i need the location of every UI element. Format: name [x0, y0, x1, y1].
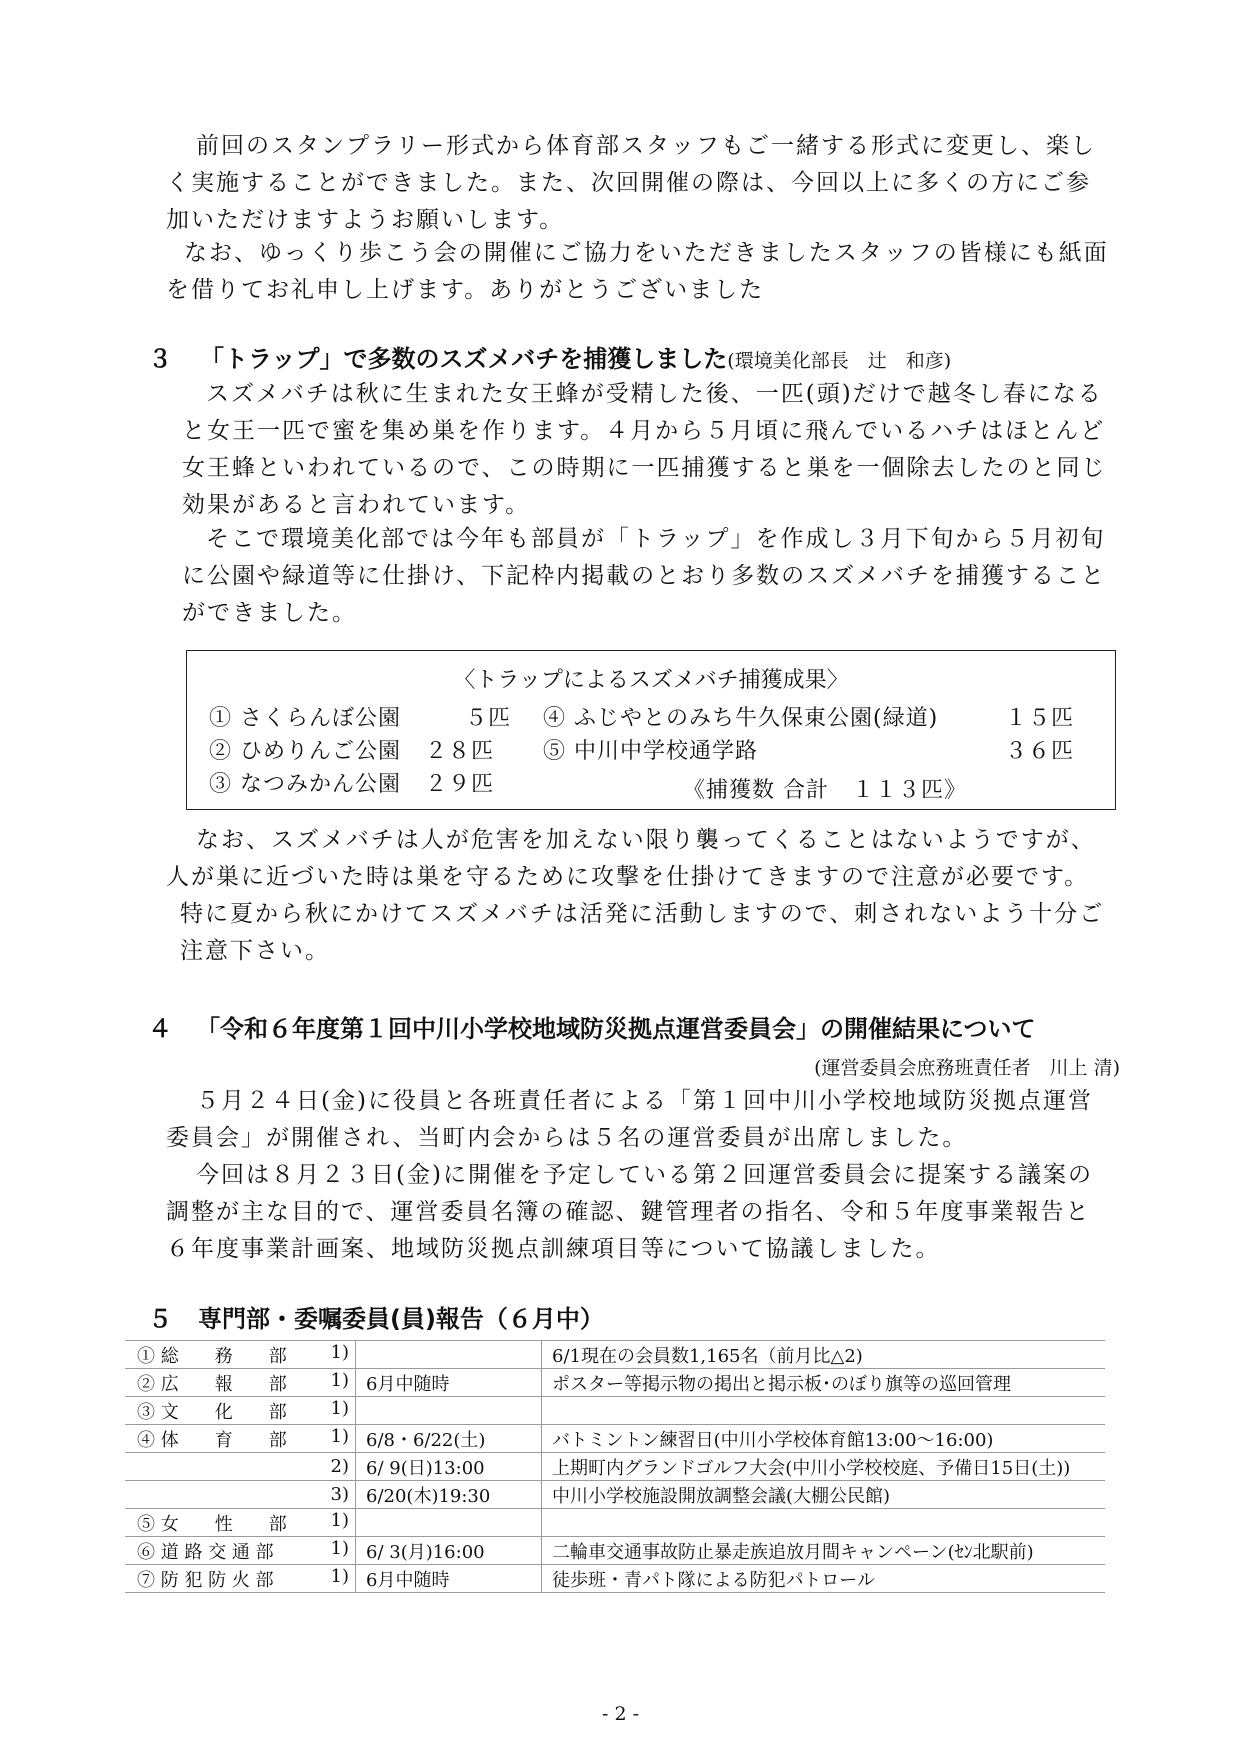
text-line: ができました。 [182, 600, 357, 626]
text-line: 人が巣に近づいた時は巣を守るために攻撃を仕掛けてきますので注意が必要です。 [166, 864, 1090, 890]
text-line: を借りてお礼申し上げます。ありがとうございました [166, 277, 765, 303]
table-row [125, 1425, 1105, 1453]
dept-cell: 3) [125, 1481, 356, 1509]
table-row [125, 1537, 1105, 1565]
table-row [125, 1565, 1105, 1593]
text-line: なお、ゆっくり歩こう会の開催にご協力をいただきましたスタッフの皆様にも紙面 [184, 240, 1109, 266]
content-cell: 上期町内グランドゴルフ大会(中川小学校校庭、予備日15日(土)) [542, 1453, 1106, 1481]
box-item-label: ③ なつみかん公園 [209, 772, 401, 797]
text-line: (運営委員会庶務班責任者 川上 清) [814, 1057, 1120, 1079]
table-row [125, 1341, 1105, 1369]
date-cell [356, 1341, 542, 1369]
page-number: - 2 - [601, 1703, 639, 1725]
table-row [125, 1509, 1105, 1537]
text-line: スズメバチは秋に生まれた女王蜂が受精した後、一匹(頭)だけで越冬し春になる [206, 381, 1103, 407]
dept-cell: ④ 体 育 部 1) [125, 1425, 356, 1453]
date-cell: 6/20(木)19:30 [356, 1481, 542, 1509]
intro-paragraph-1 [166, 128, 1126, 239]
content-cell: 徒歩班・青パト隊による防犯パトロール [542, 1565, 1106, 1593]
dept-cell: ⑥ 道 路 交 通 部 1) [125, 1537, 356, 1565]
section-3-paragraph-1 [182, 376, 1142, 524]
text-line: なお、スズメバチは人が危害を加えない限り襲ってくることはないようですが、 [196, 827, 1096, 853]
box-item-count: １５匹 [1005, 706, 1075, 731]
table-row [125, 1397, 1105, 1425]
text-line: と女王一匹で蜜を集め巣を作ります。４月から５月頃に飛んでいるハチはほとんど [182, 418, 1106, 444]
content-cell [542, 1397, 1106, 1425]
text-line: 委員会」が開催され、当町内会からは５名の運営委員が出席しました。 [166, 1125, 968, 1151]
text-line: 女王蜂といわれているので、この時期に一匹捕獲すると巣を一個除去したのと同じ [182, 455, 1107, 481]
dept-cell: 2) [125, 1453, 356, 1481]
date-cell: 6月中随時 [356, 1369, 542, 1397]
text-line: そこで環境美化部では今年も部員が「トラップ」を作成し３月下旬から５月初旬 [206, 526, 1106, 552]
table-row [125, 1453, 1105, 1481]
section-number: ４ [148, 1015, 172, 1043]
section-title: 専門部・委嘱委員(員)報告（６月中） [198, 1305, 604, 1333]
content-cell [542, 1509, 1106, 1537]
section-4-paragraph-1 [166, 1083, 1126, 1157]
table-row [125, 1369, 1105, 1397]
section-3-heading [148, 343, 951, 377]
capture-results-box [186, 650, 1116, 810]
section-4-paragraph-2 [166, 1157, 1126, 1268]
section-4-author [760, 1050, 1120, 1087]
box-total: 《捕獲数 合計 １１３匹》 [683, 778, 967, 803]
table-row [125, 1481, 1105, 1509]
section-title: 「トラップ」で多数のスズメバチを捕獲しました [200, 345, 728, 373]
date-cell: 6/ 9(日)13:00 [356, 1453, 542, 1481]
text-line: 効果があると言われています。 [182, 492, 531, 518]
text-line: く実施することができました。また、次回開催の際は、今回以上に多くの方にご参 [166, 170, 1091, 196]
section-4-heading [148, 1013, 1036, 1045]
box-item-label: ⑤ 中川中学校通学路 [543, 739, 758, 764]
date-cell: 6/ 3(月)16:00 [356, 1537, 542, 1565]
date-cell: 6月中随時 [356, 1565, 542, 1593]
section-number: ５ [148, 1305, 172, 1333]
text-line: 調整が主な目的で、運営委員名簿の確認、鍵管理者の指名、令和５年度事業報告と [166, 1199, 1091, 1225]
section-3-paragraph-3 [166, 822, 1126, 970]
dept-cell: ③ 文 化 部 1) [125, 1397, 356, 1425]
dept-cell: ① 総 務 部 1) [125, 1341, 356, 1369]
date-cell [356, 1509, 542, 1537]
date-cell [356, 1397, 542, 1425]
section-title: 「令和６年度第１回中川小学校地域防災拠点運営委員会」の開催結果について [196, 1015, 1036, 1043]
box-item-count: ５匹 [465, 706, 512, 731]
content-cell: 中川小学校施設開放調整会議(大棚公民館) [542, 1481, 1106, 1509]
content-cell: バトミントン練習日(中川小学校体育館13:00～16:00) [542, 1425, 1106, 1453]
text-line: ５月２４日(金)に役員と各班責任者による「第１回中川小学校地域防災拠点運営 [196, 1088, 1093, 1114]
text-line: に公園や緑道等に仕掛け、下記枠内掲載のとおり多数のスズメバチを捕獲すること [182, 563, 1106, 589]
section-3-paragraph-2 [182, 521, 1142, 632]
text-line: 前回のスタンプラリー形式から体育部スタッフもご一緒する形式に変更し、楽し [196, 133, 1096, 159]
text-line: 注意下さい。 [180, 938, 330, 964]
dept-cell: ⑦ 防 犯 防 火 部 1) [125, 1565, 356, 1593]
date-cell: 6/8・6/22(土) [356, 1425, 542, 1453]
section-5-heading [148, 1303, 604, 1335]
text-line: 加いただけますようお願いします。 [166, 207, 565, 233]
report-table [125, 1340, 1105, 1593]
box-item-label: ② ひめりんご公園 [209, 739, 401, 764]
box-item-label: ④ ふじやとのみち牛久保東公園(緑道) [543, 706, 939, 731]
dept-cell: ② 広 報 部 1) [125, 1369, 356, 1397]
content-cell: 二輪車交通事故防止暴走族追放月間キャンペーン(ｾﾝ北駅前) [542, 1537, 1106, 1565]
box-item-label: ① さくらんぼ公園 [209, 706, 401, 731]
text-line: 特に夏から秋にかけてスズメバチは活発に活動しますので、刺されないよう十分ご [180, 901, 1105, 927]
text-line: 今回は８月２３日(金)に開催を予定している第２回運営委員会に提案する議案の [196, 1162, 1093, 1188]
text-line: ６年度事業計画案、地域防災拠点訓練項目等について協議しました。 [166, 1236, 941, 1262]
content-cell: 6/1現在の会員数1,165名（前月比△2) [542, 1341, 1106, 1369]
intro-paragraph-2 [166, 235, 1126, 309]
box-item-count: ２９匹 [425, 772, 495, 797]
section-number: ３ [148, 345, 172, 373]
box-item-count: ２８匹 [425, 739, 495, 764]
section-author: (環境美化部長 辻 和彦) [727, 350, 952, 372]
box-title: 〈トラップによるスズメバチ捕獲成果〉 [453, 668, 849, 693]
dept-cell: ⑤ 女 性 部 1) [125, 1509, 356, 1537]
box-item-count: ３６匹 [1005, 739, 1075, 764]
content-cell: ポスター等掲示物の掲出と掲示板･のぼり旗等の巡回管理 [542, 1369, 1106, 1397]
